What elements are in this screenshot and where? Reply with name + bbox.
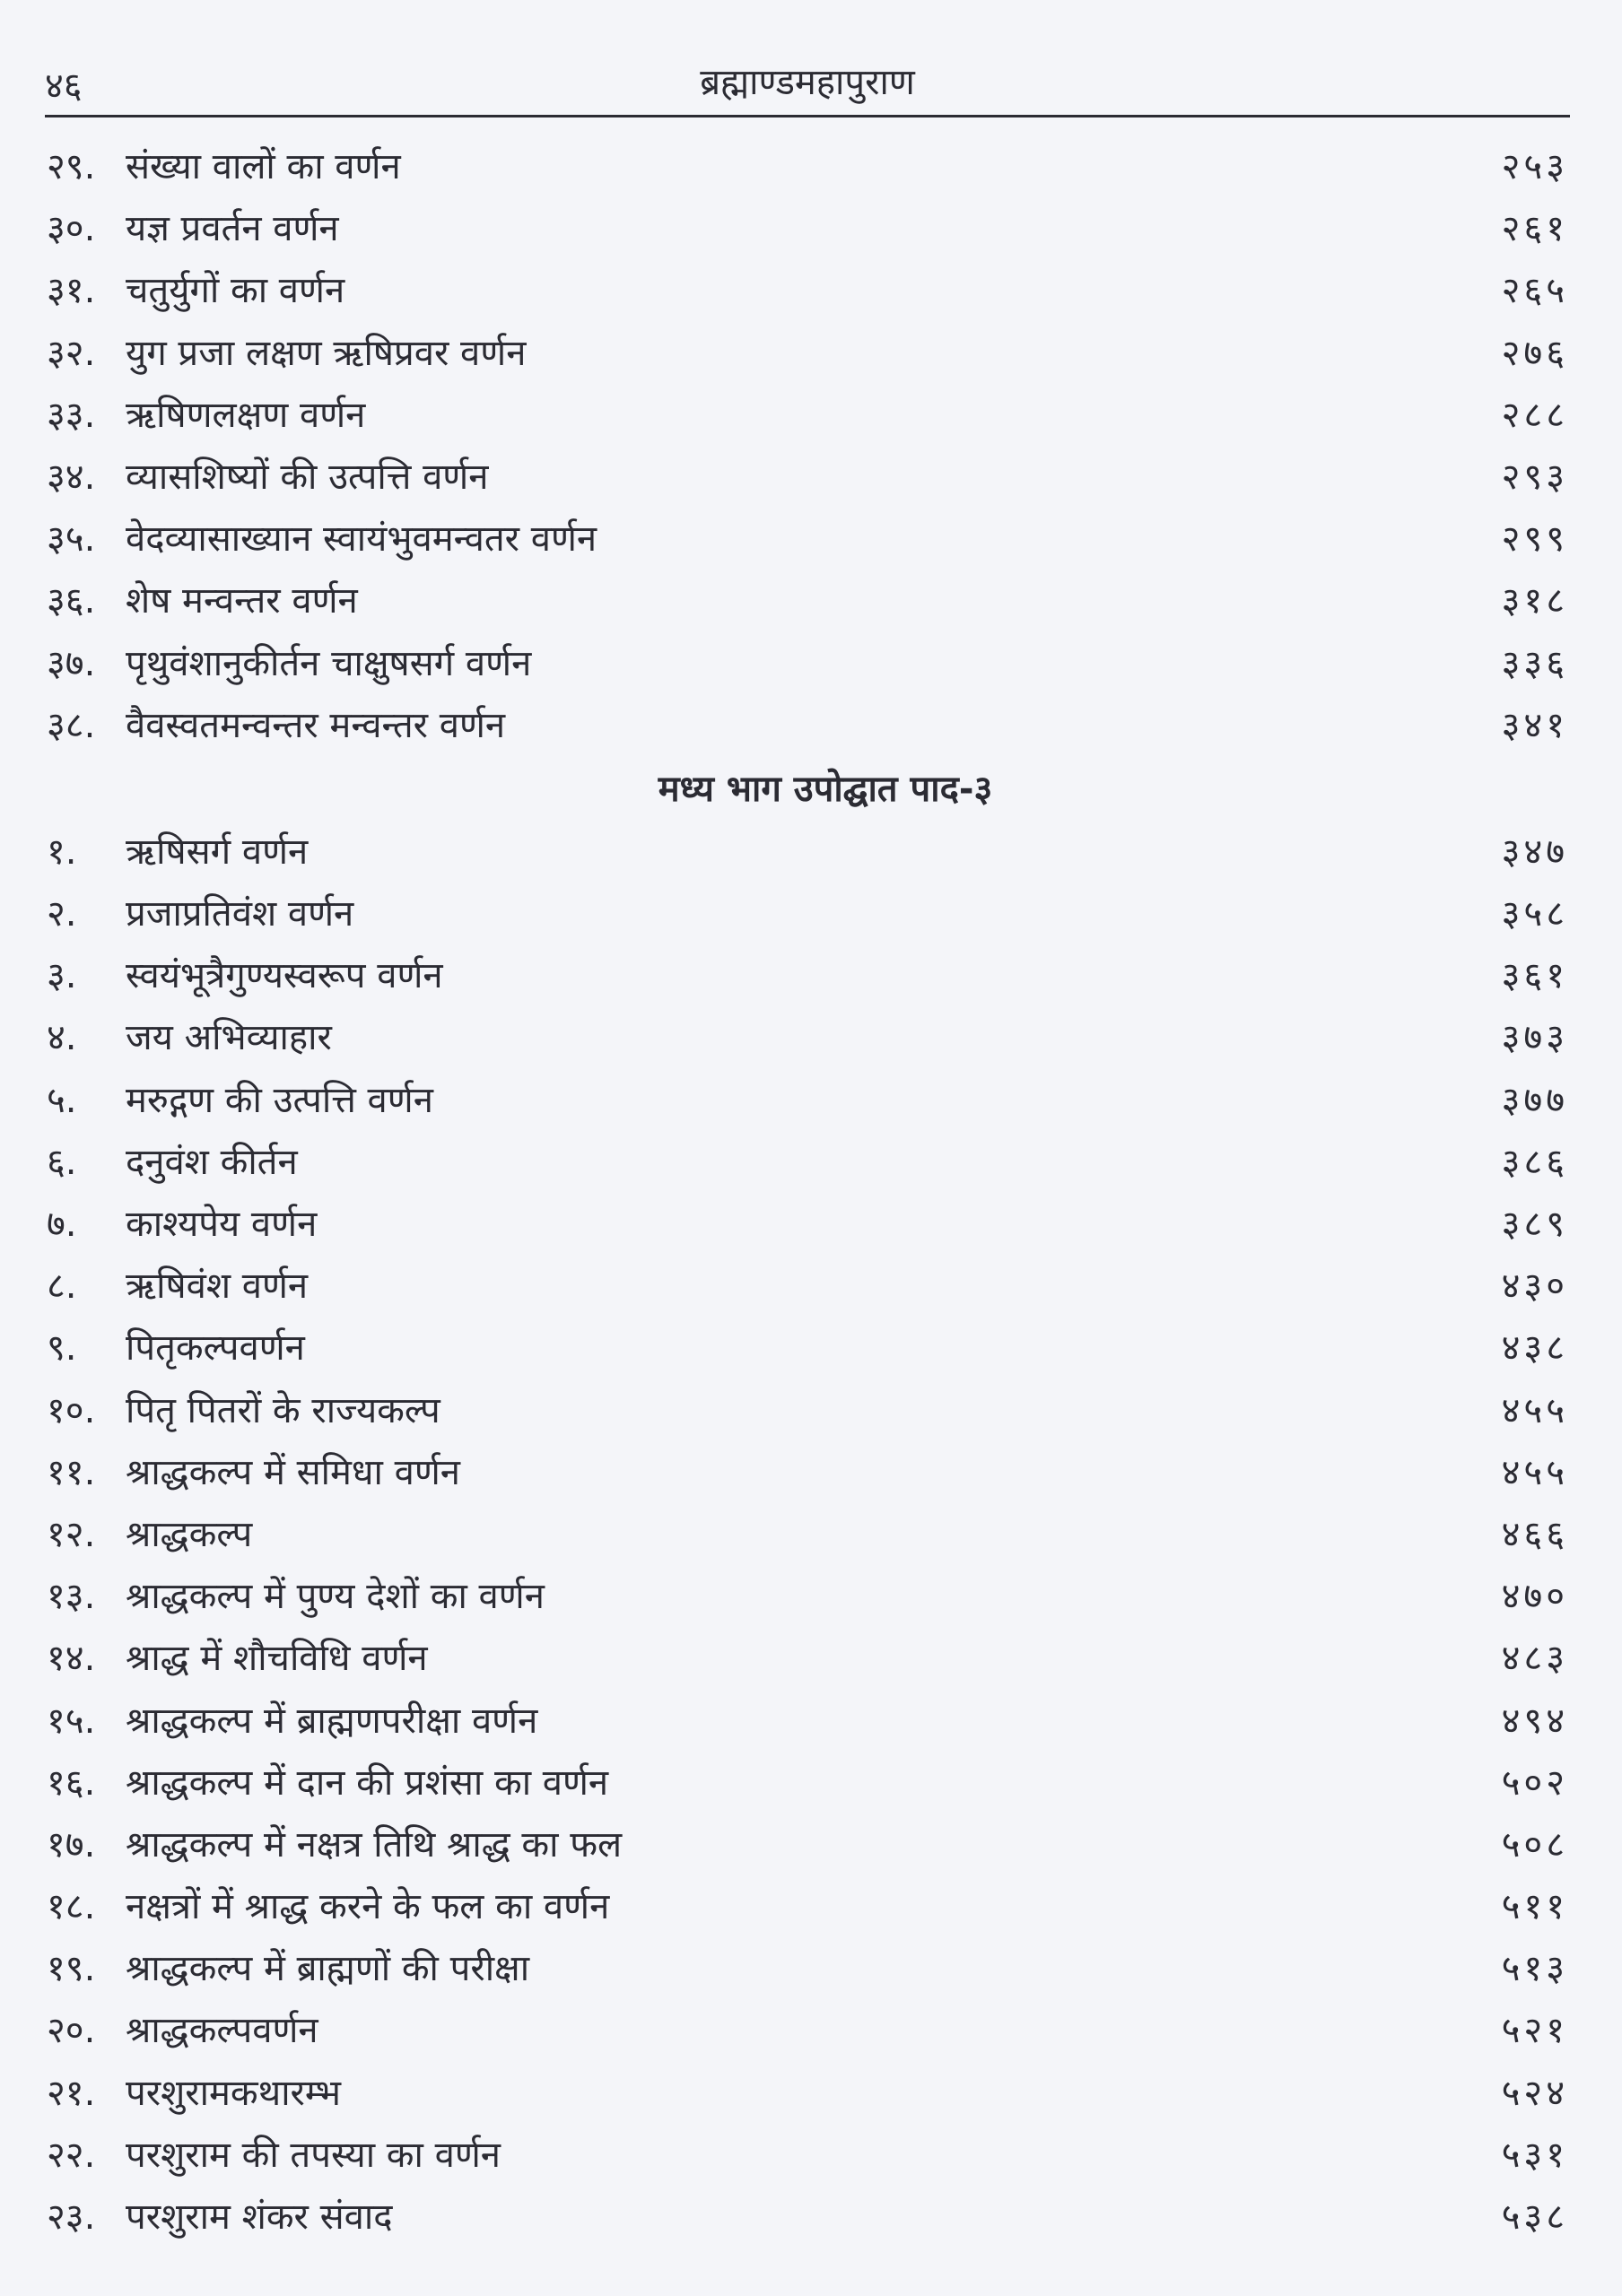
entry-page-number: ३१८ (1501, 580, 1568, 622)
entry-page-number: ५१३ (1501, 1948, 1568, 1990)
entry-page-number: ५३१ (1501, 2134, 1568, 2176)
page-number: ४६ (45, 65, 83, 107)
entry-title: श्राद्धकल्प में समिधा वर्णन (126, 1451, 460, 1493)
toc-entry (47, 1876, 1568, 1938)
toc-entry (47, 2187, 1568, 2248)
toc-entry (47, 945, 1568, 1007)
entry-title: श्राद्धकल्प में दान की प्रशंसा का वर्णन (126, 1761, 609, 1804)
section-heading: मध्य भाग उपोद्घात पाद-३ (658, 768, 993, 810)
entry-title: ऋषिवंश वर्णन (126, 1265, 309, 1308)
entry-title: श्राद्धकल्पवर्णन (126, 2010, 318, 2052)
toc-entry (47, 570, 1568, 632)
entry-number: ३. (47, 955, 77, 997)
entry-number: ३४. (47, 456, 96, 498)
entry-page-number: २६१ (1501, 208, 1568, 250)
entry-title: श्राद्धकल्प में ब्राह्मणपरीक्षा वर्णन (126, 1700, 538, 1742)
toc-entry (47, 1318, 1568, 1379)
entry-title: परशुराम शंकर संवाद (126, 2196, 393, 2238)
entry-number: २३. (47, 2196, 96, 2238)
toc-entry (47, 1070, 1568, 1132)
entry-number: ३२. (47, 332, 96, 374)
entry-number: १७. (47, 1823, 96, 1866)
entry-title: व्यासशिष्यों की उत्पत्ति वर्णन (126, 456, 489, 498)
entry-page-number: ३४१ (1501, 704, 1568, 746)
entry-title: परशुरामकथारम्भ (126, 2072, 342, 2114)
entry-title: संख्या वालों का वर्णन (126, 146, 401, 187)
entry-title: श्राद्ध में शौचविधि वर्णन (126, 1638, 428, 1680)
entry-title: काश्यपेय वर्णन (126, 1204, 318, 1245)
entry-page-number: २७६ (1501, 332, 1568, 374)
entry-number: ४. (47, 1017, 77, 1059)
entry-number: १६. (47, 1761, 96, 1804)
toc-entry (47, 633, 1568, 695)
entry-number: ३७. (47, 642, 96, 684)
entry-title: पितृ पितरों के राज्यकल्प (126, 1389, 440, 1431)
entry-number: १३. (47, 1576, 96, 1618)
entry-title: परशुराम की तपस्या का वर्णन (126, 2134, 501, 2176)
entry-page-number: ३८९ (1501, 1204, 1568, 1245)
entry-page-number: ३७३ (1501, 1017, 1568, 1059)
entry-page-number: ४६६ (1501, 1513, 1568, 1555)
entry-number: ३१. (47, 270, 96, 312)
toc-entry (47, 1194, 1568, 1256)
entry-page-number: २९९ (1501, 518, 1568, 561)
entry-page-number: २५३ (1501, 146, 1568, 187)
entry-number: २१. (47, 2072, 96, 2114)
entry-page-number: ४७० (1501, 1576, 1568, 1618)
entry-number: ६. (47, 1141, 77, 1183)
toc-entry (47, 1442, 1568, 1504)
entry-number: ८. (47, 1265, 77, 1308)
entry-title: युग प्रजा लक्षण ऋषिप्रवर वर्णन (126, 332, 527, 374)
entry-page-number: ५०२ (1501, 1761, 1568, 1804)
page-header (45, 52, 1570, 115)
entry-number: ३८. (47, 704, 96, 746)
entry-number: ९. (47, 1327, 77, 1370)
entry-number: ५. (47, 1079, 77, 1121)
entry-title: श्राद्धकल्प में नक्षत्र तिथि श्राद्ध का फल (126, 1823, 623, 1866)
toc-part-2 (47, 822, 1568, 2248)
entry-title: नक्षत्रों में श्राद्ध करने के फल का वर्णन (126, 1886, 610, 1928)
entry-number: २०. (47, 2010, 96, 2052)
toc-entry (47, 1504, 1568, 1566)
toc-entry (47, 385, 1568, 447)
entry-title: स्वयंभूत्रैगुण्यस्वरूप वर्णन (126, 955, 443, 997)
toc-entry (47, 1691, 1568, 1752)
entry-number: २. (47, 893, 77, 935)
entry-page-number: ३८६ (1501, 1141, 1568, 1183)
entry-number: १०. (47, 1389, 96, 1431)
toc-entry (47, 822, 1568, 883)
toc-entry (47, 1628, 1568, 1690)
entry-title: दनुवंश कीर्तन (126, 1141, 298, 1183)
toc-entry (47, 136, 1568, 198)
entry-title: पृथुवंशानुकीर्तन चाक्षुषसर्ग वर्णन (126, 642, 532, 684)
entry-title: शेष मन्वन्तर वर्णन (126, 580, 358, 622)
entry-number: ७. (47, 1204, 77, 1245)
entry-title: चतुर्युगों का वर्णन (126, 270, 345, 312)
book-title: ब्रह्माण्डमहापुराण (700, 62, 915, 103)
entry-page-number: ३५८ (1501, 893, 1568, 935)
entry-title: प्रजाप्रतिवंश वर्णन (126, 893, 354, 935)
entry-page-number: ३७७ (1501, 1079, 1568, 1121)
entry-page-number: ३३६ (1501, 642, 1568, 684)
toc-entry (47, 1380, 1568, 1442)
entry-number: २२. (47, 2134, 96, 2176)
toc-entry (47, 260, 1568, 322)
entry-title: ऋषिणलक्षण वर्णन (126, 394, 366, 436)
toc-entry (47, 1814, 1568, 1876)
entry-title: वेदव्यासाख्यान स्वायंभुवमन्वतर वर्णन (126, 518, 597, 561)
entry-number: ३०. (47, 208, 96, 250)
entry-title: श्राद्धकल्प में ब्राह्मणों की परीक्षा (126, 1948, 530, 1990)
entry-title: श्राद्धकल्प (126, 1513, 253, 1555)
toc-entry (47, 2125, 1568, 2187)
entry-page-number: ३४७ (1501, 831, 1568, 873)
entry-number: १४. (47, 1638, 96, 1680)
entry-page-number: ३६१ (1501, 955, 1568, 997)
entry-page-number: ४३८ (1501, 1327, 1568, 1370)
entry-title: पितृकल्पवर्णन (126, 1327, 305, 1370)
entry-number: ३३. (47, 394, 96, 436)
entry-title: मरुद्गण की उत्पत्ति वर्णन (126, 1079, 433, 1121)
entry-title: वैवस्वतमन्वन्तर मन्वन्तर वर्णन (126, 704, 506, 746)
toc-part-1 (47, 136, 1568, 757)
header-rule (45, 115, 1570, 117)
toc-entry (47, 1132, 1568, 1194)
entry-number: २९. (47, 146, 96, 187)
toc-entry (47, 2000, 1568, 2062)
entry-page-number: ५२१ (1501, 2010, 1568, 2052)
entry-title: ऋषिसर्ग वर्णन (126, 831, 309, 873)
toc-entry (47, 447, 1568, 509)
entry-page-number: ५२४ (1501, 2072, 1568, 2114)
entry-page-number: ४५५ (1501, 1389, 1568, 1431)
toc-entry (47, 1938, 1568, 2000)
entry-title: जय अभिव्याहार (126, 1017, 332, 1059)
entry-page-number: ४५५ (1501, 1451, 1568, 1493)
entry-number: १. (47, 831, 77, 873)
entry-title: यज्ञ प्रवर्तन वर्णन (126, 208, 339, 250)
toc-entry (47, 1007, 1568, 1069)
toc-entry (47, 1566, 1568, 1628)
entry-number: १२. (47, 1513, 96, 1555)
entry-page-number: ४८३ (1501, 1638, 1568, 1680)
entry-title: श्राद्धकल्प में पुण्य देशों का वर्णन (126, 1576, 545, 1618)
entry-page-number: २६५ (1501, 270, 1568, 312)
entry-page-number: ५११ (1501, 1886, 1568, 1928)
entry-number: १८. (47, 1886, 96, 1928)
entry-number: १९. (47, 1948, 96, 1990)
entry-number: ११. (47, 1451, 96, 1493)
entry-page-number: ५०८ (1501, 1823, 1568, 1866)
toc-entry (47, 1752, 1568, 1814)
entry-page-number: २९३ (1501, 456, 1568, 498)
entry-number: १५. (47, 1700, 96, 1742)
toc-entry (47, 883, 1568, 945)
entry-page-number: ४३० (1501, 1265, 1568, 1308)
toc-entry (47, 323, 1568, 385)
entry-page-number: २८८ (1501, 394, 1568, 436)
toc-entry (47, 1256, 1568, 1318)
entry-number: ३५. (47, 518, 96, 561)
toc-entry (47, 695, 1568, 757)
entry-page-number: ५३८ (1501, 2196, 1568, 2238)
toc-entry (47, 198, 1568, 260)
toc-entry (47, 2063, 1568, 2125)
toc-entry (47, 509, 1568, 570)
entry-page-number: ४९४ (1501, 1700, 1568, 1742)
table-of-contents (47, 136, 1568, 2248)
entry-number: ३६. (47, 580, 96, 622)
